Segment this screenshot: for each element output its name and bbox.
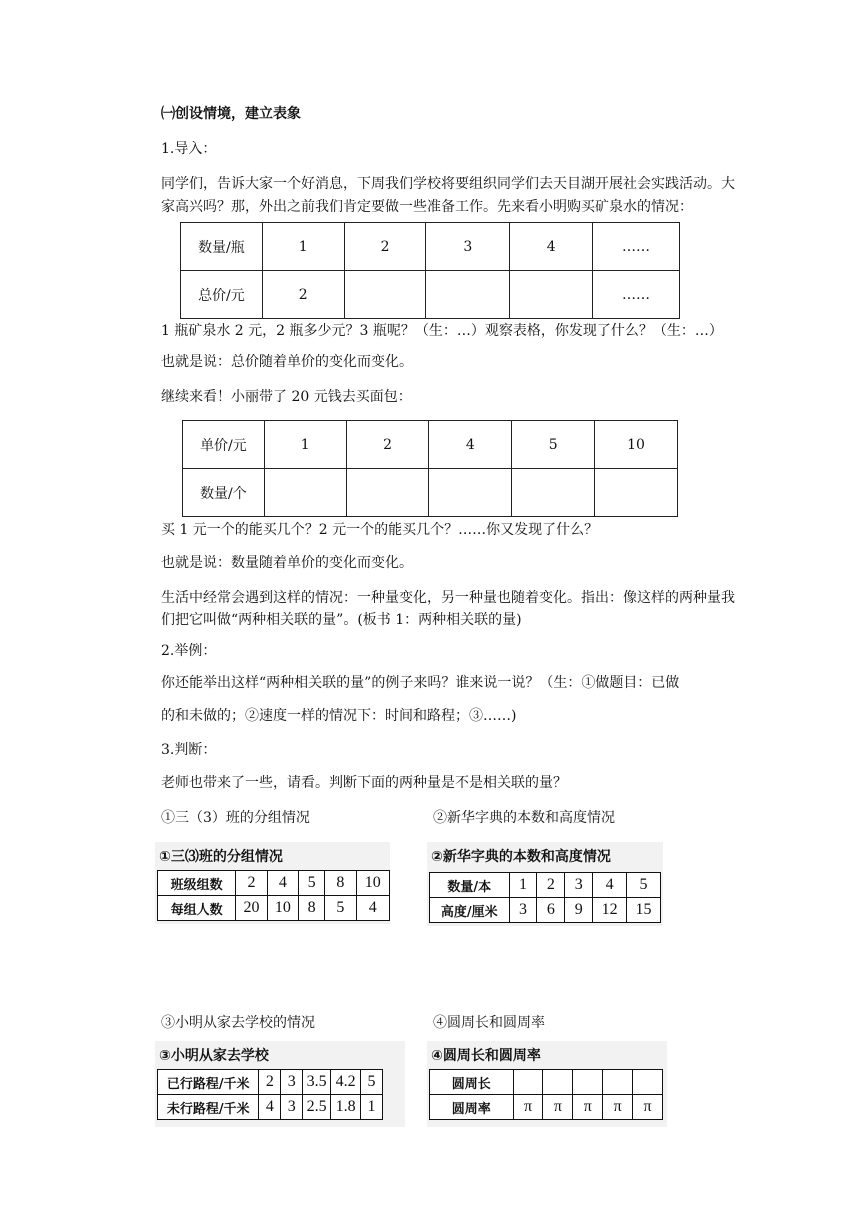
example-1-caption: ①三（3）班的分组情况: [161, 810, 310, 826]
table-cell: 5: [325, 896, 356, 921]
example-3-image-title: ③小明从家去学校: [159, 1048, 269, 1064]
bread-intro: 继续来看！小丽带了 20 元钱去买面包：: [161, 389, 412, 405]
table-cell: 2: [259, 1070, 281, 1095]
table-cell: 5: [299, 871, 325, 896]
table-cell: 12: [593, 898, 627, 923]
example-2-caption: ②新华字典的本数和高度情况: [433, 810, 615, 826]
example-3-caption: ③小明从家去学校的情况: [161, 1015, 315, 1031]
table-cell: 2: [236, 871, 267, 896]
example-4-caption: ④圆周长和圆周率: [433, 1015, 545, 1031]
table-cell: π: [543, 1095, 573, 1120]
table-cell: 5: [361, 1070, 383, 1095]
table-cell: 8: [325, 871, 356, 896]
conclusion-2: 也就是说：数量随着单价的变化而变化。: [161, 555, 413, 571]
intro-paragraph: 同学们，告诉大家一个好消息，下周我们学校将要组织同学们去天目湖开展社会实践活动。大家高兴吗？那，外出之前我们肯定要做一些准备工作。先来看小明购买矿泉水的情况：: [161, 176, 735, 215]
table-cell: 4: [259, 1095, 281, 1120]
example-3-table: [157, 1069, 383, 1120]
table-cell: 每组人数: [158, 896, 236, 921]
table-cell: 4: [267, 871, 298, 896]
heading-judge: 3.判断：: [161, 742, 217, 758]
table-cell: 10: [356, 871, 389, 896]
table-cell: 3.5: [303, 1070, 331, 1095]
table-cell: 单价/元: [183, 421, 265, 469]
table-cell: 3: [426, 223, 510, 271]
table-cell: π: [603, 1095, 633, 1120]
example-4-image: [427, 1041, 667, 1127]
table-cell: 2.5: [303, 1095, 331, 1120]
table-cell: 未行路程/千米: [158, 1095, 259, 1120]
table-cell: 2: [262, 271, 344, 319]
table-cell: 15: [627, 898, 661, 923]
section-title: ㈠创设情境，建立表象: [161, 106, 301, 122]
table-cell: π: [633, 1095, 663, 1120]
table-cell: ……: [593, 271, 680, 319]
table-cell: [264, 469, 346, 517]
table-cell: 5: [512, 421, 595, 469]
table-cell: 9: [565, 898, 593, 923]
table-cell: 班级组数: [158, 871, 236, 896]
table-cell: 3: [509, 898, 537, 923]
table-cell: [346, 469, 429, 517]
table-cell: 2: [344, 223, 426, 271]
table-cell: ……: [593, 223, 680, 271]
table-cell: 10: [267, 896, 298, 921]
table-cell: 1: [264, 421, 346, 469]
judge-paragraph: 老师也带来了一些，请看。判断下面的两种量是不是相关联的量？: [161, 775, 567, 791]
example-2-image-title: ②新华字典的本数和高度情况: [431, 849, 611, 865]
example-2-table: [429, 872, 661, 923]
table-cell: 1: [262, 223, 344, 271]
table-cell: 数量/瓶: [181, 223, 263, 271]
table-cell: [512, 469, 595, 517]
after-table1-text: 1 瓶矿泉水 2 元，2 瓶多少元？3 瓶呢？（生：…）观察表格，你发现了什么？（生：…）: [161, 323, 723, 339]
table-cell: 2: [346, 421, 429, 469]
table-cell: 4: [510, 223, 593, 271]
table-cell: 3: [281, 1070, 303, 1095]
table-cell: 4: [356, 896, 389, 921]
example-4-image-title: ④圆周长和圆周率: [431, 1048, 541, 1064]
example-1-image: [155, 842, 390, 924]
table-cell: π: [573, 1095, 603, 1120]
table-cell: [513, 1070, 543, 1095]
after-table2-text: 买 1 元一个的能买几个？2 元一个的能买几个？……你又发现了什么？: [161, 522, 599, 538]
table-cell: [603, 1070, 633, 1095]
example-1-image-title: ①三⑶班的分组情况: [159, 849, 283, 865]
table-cell: 6: [537, 898, 565, 923]
examples-line-1: 你还能举出这样“两种相关联的量”的例子来吗？谁来说一说？（生：①做题目：已做: [161, 675, 680, 691]
table-cell: 1: [509, 873, 537, 898]
table-cell: 数量/本: [430, 873, 510, 898]
table-cell: [573, 1070, 603, 1095]
heading-intro: 1.导入：: [161, 141, 217, 157]
table-cell: 1: [361, 1095, 383, 1120]
table-cell: 10: [595, 421, 678, 469]
example-1-table: [157, 870, 390, 921]
example-4-table: [429, 1069, 663, 1120]
table-cell: [633, 1070, 663, 1095]
examples-line-2: 的和未做的；②速度一样的情况下：时间和路程；③……): [161, 708, 517, 724]
table-cell: π: [513, 1095, 543, 1120]
table-cell: 5: [627, 873, 661, 898]
table-cell: 数量/个: [183, 469, 265, 517]
table-cell: [595, 469, 678, 517]
table-cell: [426, 271, 510, 319]
summary-paragraph: 生活中经常会遇到这样的情况：一种量变化，另一种量也随着变化。指出：像这样的两种量我们把它叫做“两种相关联的量”。(板书 1：两种相关联的量): [161, 590, 735, 628]
table-cell: [429, 469, 512, 517]
example-3-image: [155, 1041, 405, 1127]
table-cell: 总价/元: [181, 271, 263, 319]
table-cell: [344, 271, 426, 319]
conclusion-1: 也就是说：总价随着单价的变化而变化。: [161, 354, 413, 370]
table-cell: 4: [593, 873, 627, 898]
table-cell: 3: [281, 1095, 303, 1120]
heading-examples: 2.举例：: [161, 643, 217, 659]
table-cell: 已行路程/千米: [158, 1070, 259, 1095]
table-cell: 圆周长: [430, 1070, 514, 1095]
water-price-table: [180, 222, 680, 319]
bread-table: [182, 420, 678, 517]
table-cell: 1.8: [331, 1095, 361, 1120]
table-cell: 圆周率: [430, 1095, 514, 1120]
table-cell: 4.2: [331, 1070, 361, 1095]
table-cell: 高度/厘米: [430, 898, 510, 923]
table-cell: 2: [537, 873, 565, 898]
table-cell: 3: [565, 873, 593, 898]
table-cell: [510, 271, 593, 319]
table-cell: 20: [236, 896, 267, 921]
table-cell: 4: [429, 421, 512, 469]
table-cell: 8: [299, 896, 325, 921]
example-2-image: [427, 842, 663, 926]
table-cell: [543, 1070, 573, 1095]
